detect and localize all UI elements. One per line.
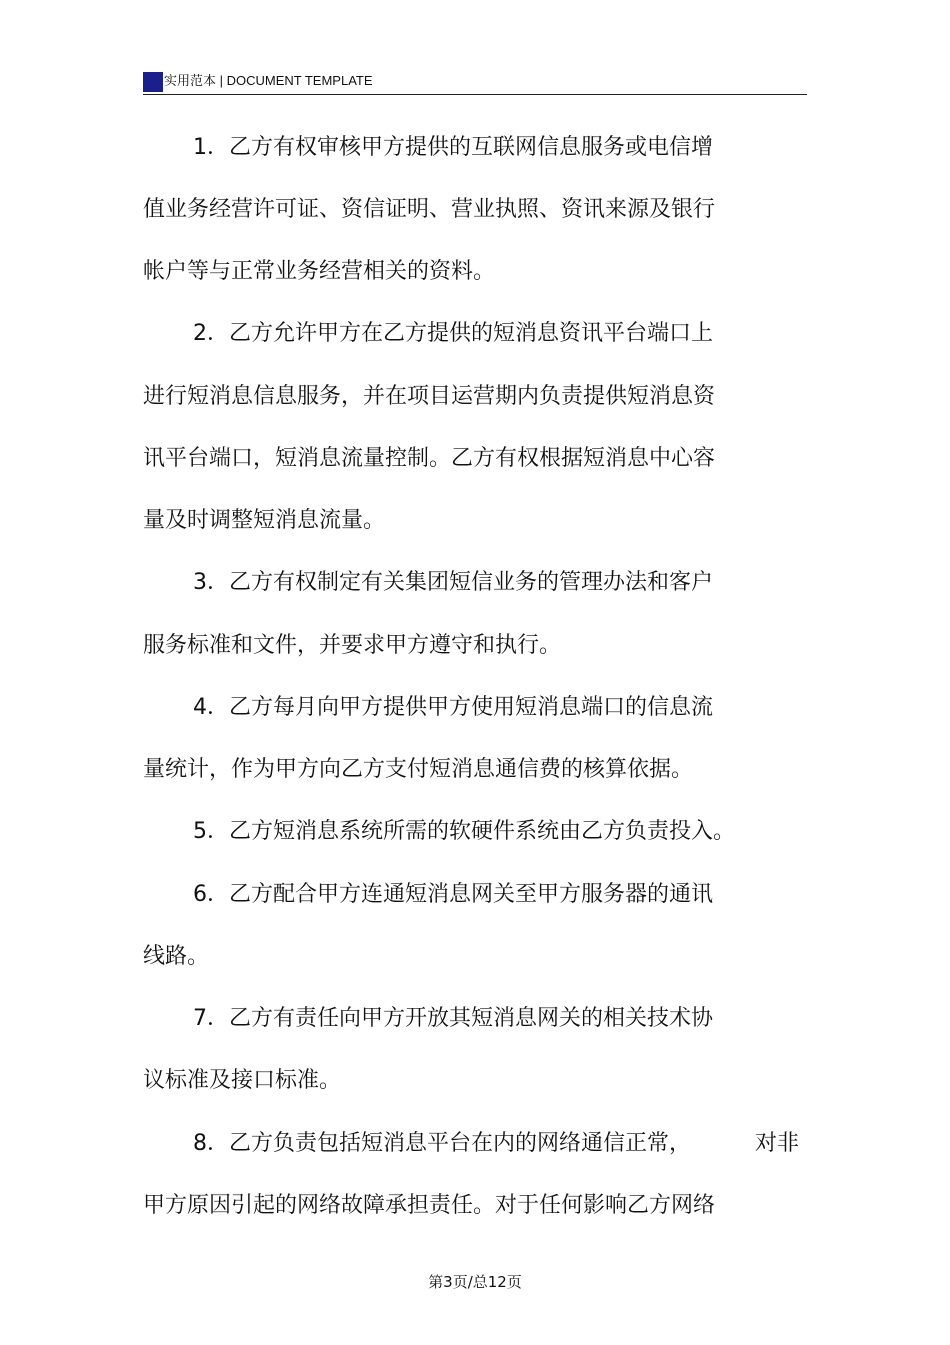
paragraph-line: 1．乙方有权审核甲方提供的互联网信息服务或电信增 [193, 135, 713, 160]
paragraph-line: 3．乙方有权制定有关集团短信业务的管理办法和客户 [193, 570, 713, 595]
paragraph-line: 线路。 [143, 944, 210, 969]
header-title: 实用范本 | DOCUMENT TEMPLATE [164, 73, 373, 88]
paragraph-line: 6．乙方配合甲方连通短消息网关至甲方服务器的通讯 [193, 882, 713, 907]
paragraph-line: 2．乙方允许甲方在乙方提供的短消息资讯平台端口上 [193, 321, 713, 346]
paragraph-line: 甲方原因引起的网络故障承担责任。对于任何影响乙方网络 [143, 1193, 716, 1218]
paragraph-line: 7．乙方有责任向甲方开放其短消息网关的相关技术协 [193, 1006, 713, 1031]
paragraph-line: 4．乙方每月向甲方提供甲方使用短消息端口的信息流 [193, 695, 713, 720]
paragraph-line-tail: 对非 [755, 1131, 800, 1156]
paragraph-line: 进行短消息信息服务，并在项目运营期内负责提供短消息资 [143, 384, 716, 409]
paragraph-line: 值业务经营许可证、资信证明、营业执照、资讯来源及银行 [143, 197, 716, 222]
page-number: 第3页/总12页 [428, 1273, 522, 1291]
paragraph-line: 议标准及接口标准。 [143, 1068, 342, 1093]
paragraph-line: 5．乙方短消息系统所需的软硬件系统由乙方负责投入。 [193, 819, 735, 844]
paragraph-line: 8．乙方负责包括短消息平台在内的网络通信正常， [193, 1131, 691, 1156]
header-logo-square [143, 72, 163, 92]
paragraph-line: 服务标准和文件，并要求甲方遵守和执行。 [143, 633, 562, 658]
paragraph-line: 讯平台端口，短消息流量控制。乙方有权根据短消息中心容 [143, 446, 716, 471]
paragraph-line: 量统计，作为甲方向乙方支付短消息通信费的核算依据。 [143, 757, 694, 782]
paragraph-line: 量及时调整短消息流量。 [143, 508, 386, 533]
paragraph-line: 帐户等与正常业务经营相关的资料。 [143, 259, 496, 284]
page-header [143, 70, 807, 95]
